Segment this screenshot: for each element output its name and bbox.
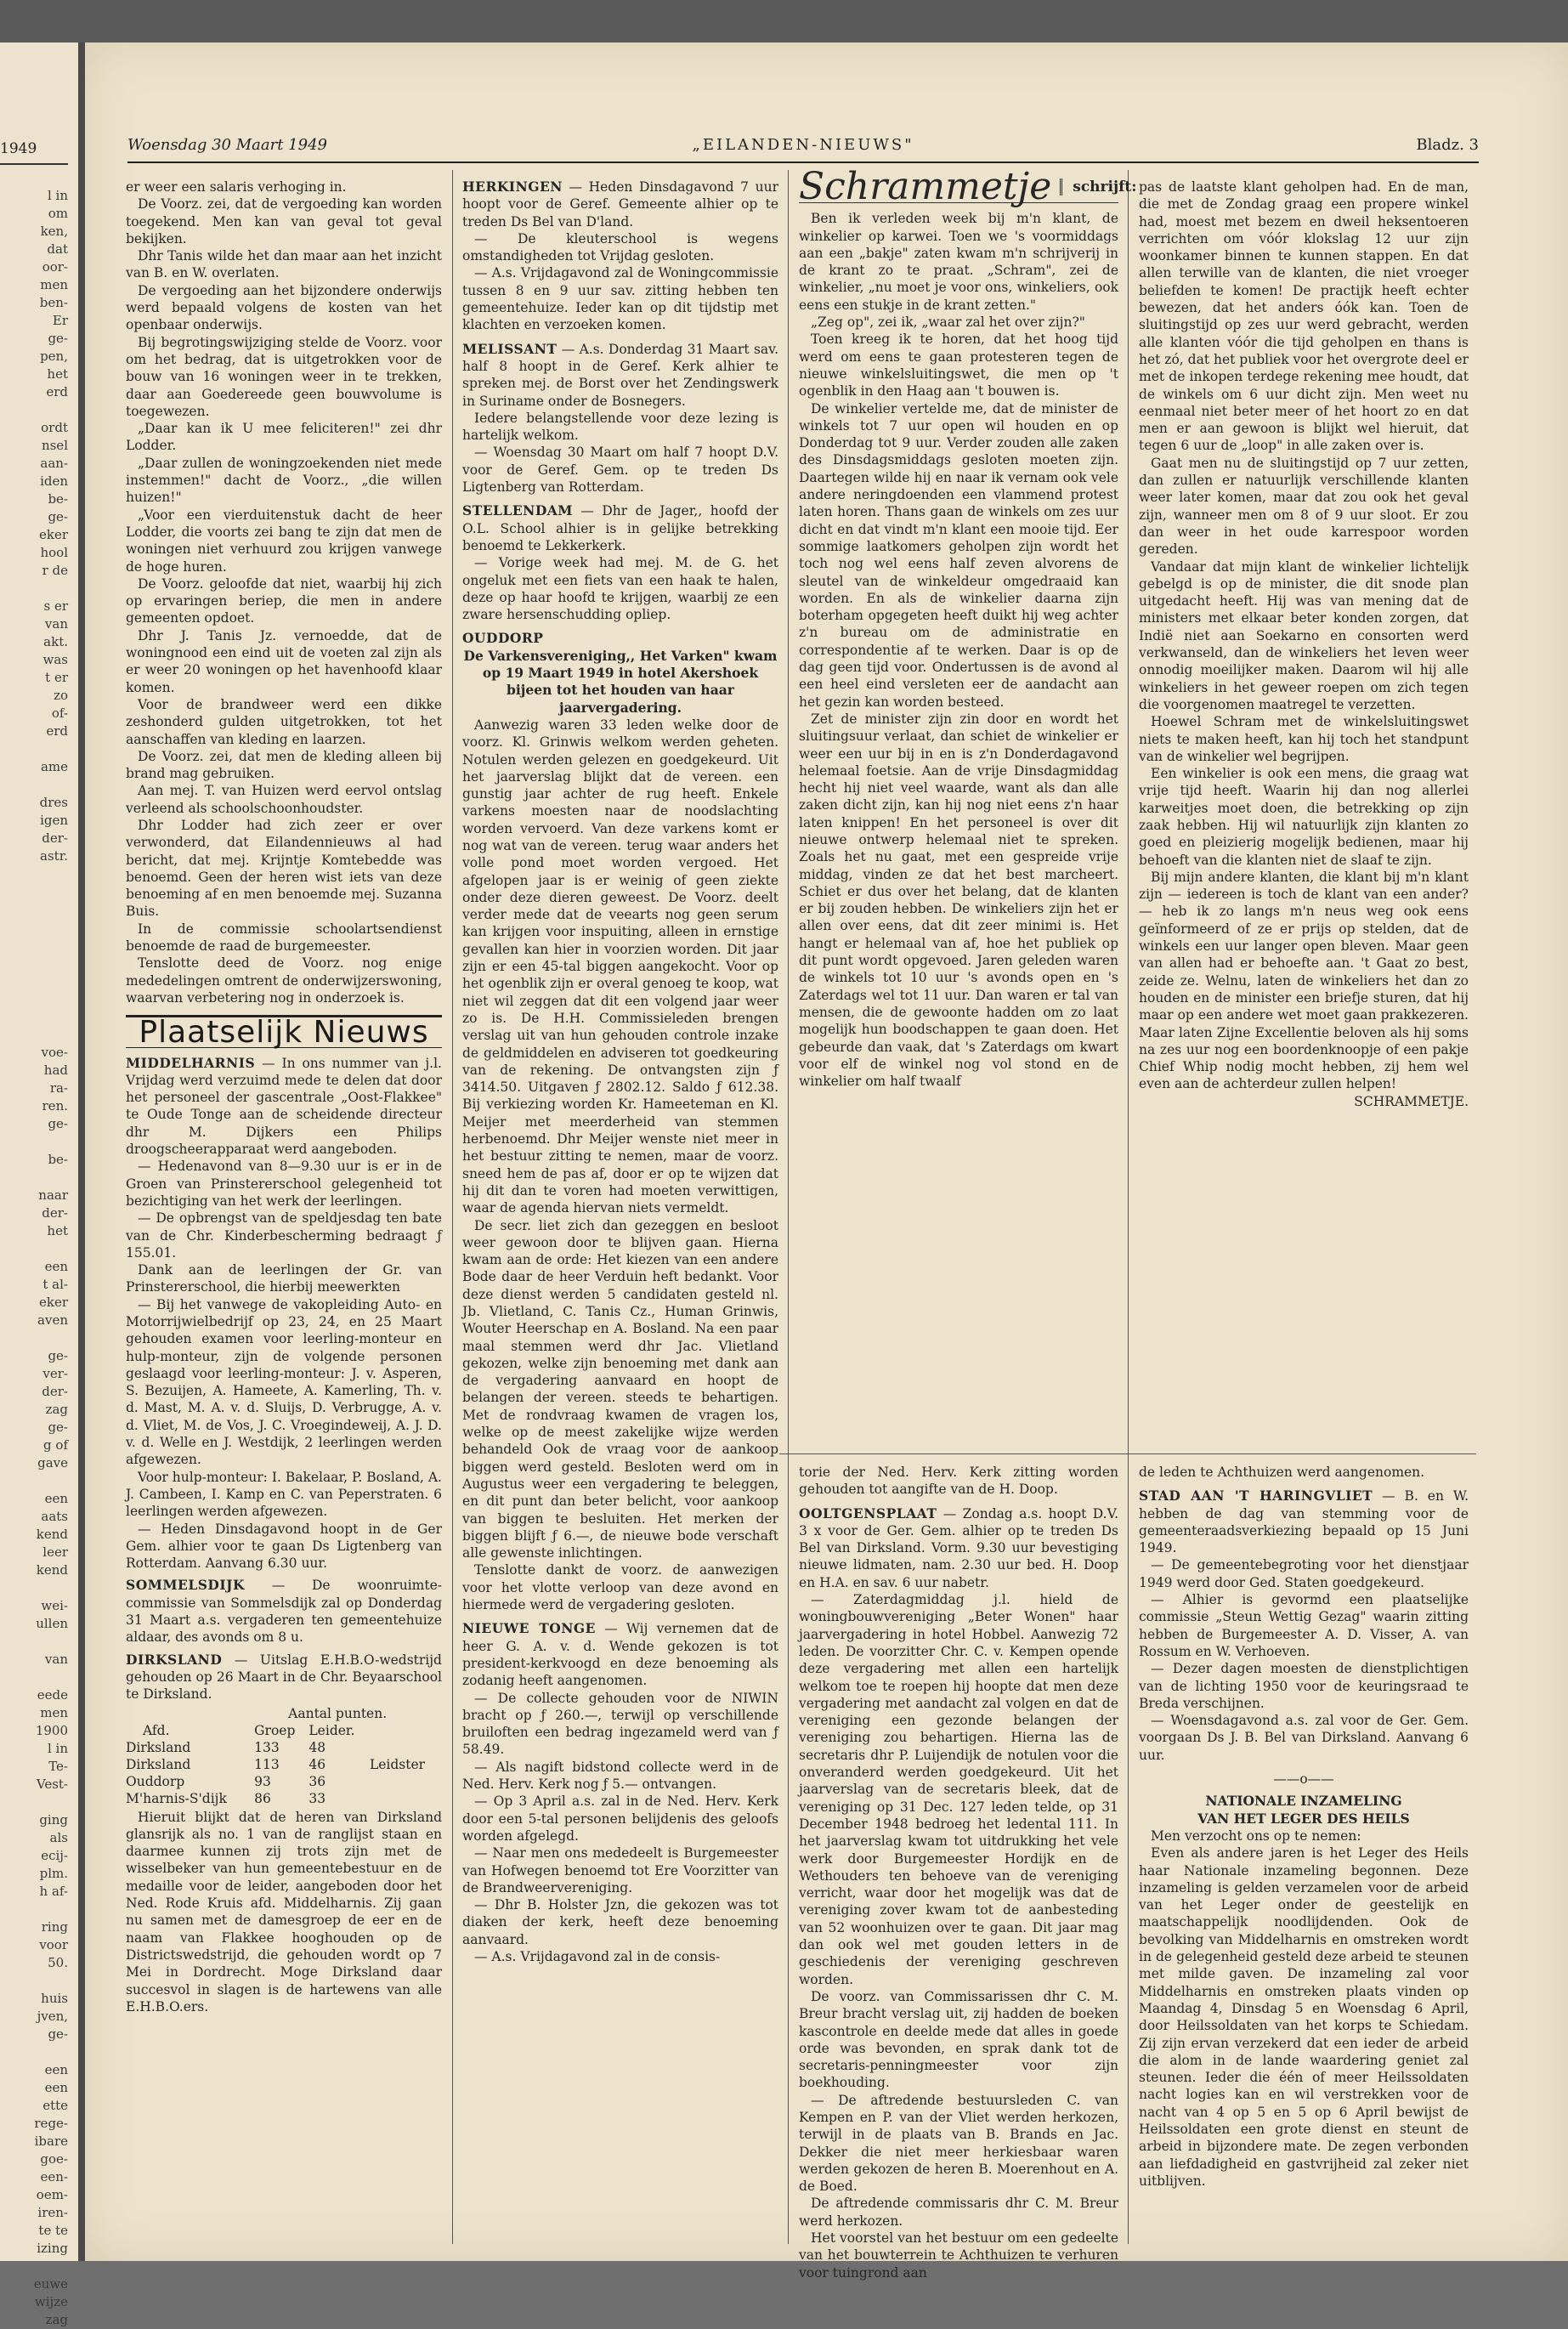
heading-melissant: MELISSANT [462,340,558,357]
heading-leger-des-heils: VAN HET LEGER DES HEILS [1197,1810,1410,1827]
table-cell [370,1739,442,1756]
paragraph: De Voorz. zei, dat de vergoeding kan worden toegekend. Men kan van geval tot geval bekijken. [126,196,442,246]
paragraph: — Zaterdagmiddag j.l. hield de woningbouwvereniging „Beter Wonen" haar jaarvergadering in hotel Hobbel. Aanwezig 72 leden. De voorzitter Chr. C. v. Kempen opende deze vergadering met allen een hartelijk welkom toe te roepen hij hoopte dat men deze vergadering met aandacht zal volgen en dat de vereniging een gezonde belangen der vereniging zou behartigen. Hierna las de secretaris dhr P. Luijendijk de notulen voor die onveranderd werden goedgekeurd. Uit het jaarverslag van de secretaris bleek, dat de vereniging op 31 Dec. 127 leden telde, op 31 December 1948 bedroeg het ledental 111. In het jaarverslag kwam tot uitdrukking het vele werk door Burgemeester Hordijk en de Wethouders ten behoeve van de vereniging verricht, waar door het mogelijk was dat de vereniging zover kwam tot de aanbesteding van 52 woonhuizen over te gaan. Dit jaar mag dan ook wel met gouden letters in de geschiedenis der vereniging geschreven worden. [799,1592,1118,1987]
paragraph: — Hedenavond van 8—9.30 uur is er in de Groen van Prinstererschool gelegenheid tot bezichtiging van het werk der leerlingen. [126,1159,442,1209]
schrammetje-title: Schrammetje [799,178,1062,196]
paragraph: — Als nagift bidstond collecte werd in de Ned. Herv. Kerk nog ƒ 5.— ontvangen. [462,1759,778,1793]
paragraph: Het voorstel van het bestuur om een gedeelte van het bouwterrein te Achthuizen te verhuren voor tuingrond aan [799,2230,1118,2281]
adjacent-page-strip [0,42,78,2327]
paragraph: — De opbrengst van de speldjesdag ten bate van de Chr. Kinderbescherming bedraagt ƒ 155.01. [126,1210,442,1261]
heading-sommelsdijk: SOMMELSDIJK [126,1577,245,1594]
paragraph: — Heden Dinsdagavond hoopt in de Ger Gem. alhier voor te gaan Ds Ligtenberg van Rotterdam. Aanvang 6.30 uur. [126,1521,442,1572]
table-header-groep: Groep [254,1722,296,1738]
paragraph: De aftredende commissaris dhr C. M. Breur werd herkozen. [799,2196,1118,2229]
paragraph: — A.s. Vrijdagavond zal in de consis- [474,1948,721,1964]
paragraph: — De kleuterschool is wegens omstandigheden tot Vrijdag gesloten. [462,230,778,264]
issue-date: Woensdag 30 Maart 1949 [127,136,327,154]
paragraph: — Op 3 April a.s. zal in de Ned. Herv. Kerk door een 5-tal personen belijdenis des geloofs worden afgelegd. [462,1794,778,1844]
paragraph: De secr. liet zich dan gezeggen en besloot weer gewoon door te blijven gaan. Hierna kwam aan de orde: Het kiezen van een andere Bode daar de heer Verduin heft bedankt. Voor deze dienst werden 5 candidaten gesteld nl. Jb. Vlietland, C. Tanis Cz., Human Grinwis, Wouter Heerschap en A. Bosland. Na een paar maal stemmen werd dhr Jac. Vlietland gekozen, welke zijn benoeming met dank aan de vergadering aanvaard en hoopt de belangen der vereen. steeds te behartigen. Met de rondvraag kwamen de vragen los, welke op de meest zakelijke wijze werden behandeld Ook de vraag voor de aankoop biggen werd gesteld. Besloten werd om in Augustus weer een vergadering te beleggen, en dit punt dan beter belicht, voor aankoop van biggen te besluiten. Het merken der biggen blijft ƒ 6.—, de nieuwe bode verschaft alle gewenste inlichtingen. [462,1217,778,1561]
paragraph: Bij mijn andere klanten, die klant bij m'n klant zijn — iedereen is toch de klant van een ander? — heb ik zo langs m'n neus weg ook eens geïnformeerd of ze er prijs op stelden, dat de winkels een uur langer open bleven. Maar geen van allen had er behoefte aan. 't Gaat zo best, zeide ze. Welnu, laten de winkeliers het dan zo houden en de minister een briefje sturen, dat hij maar op een andere wet moet gaan prakkezeren. Maar laten Zijne Excellentie beloven als hij soms na zes uur nog een boordenknoopje of een pakje Chief Whip nodig mocht hebben, zij hem wel even aan de achterdeur zullen helpen! [1139,869,1469,1092]
paragraph: In de commissie schoolartsendienst benoemde de raad de burgemeester. [126,921,442,955]
paragraph: Vandaar dat mijn klant de winkelier lichtelijk gebelgd is op de minister, die dit snode plan uitgedacht heeft. Hij was van mening dat de ministers met elkaar beter konden zorgen, dat Indië niet aan Soekarno en consorten werd verkwanseld, dan de winkeliers het leven weer onnodig moeilijker maken. Daarom wil hij alle winkeliers in het geweer roepen om zich tegen die voorgenomen maatregel te verzetten. [1139,558,1469,712]
heading-ooltgensplaat: OOLTGENSPLAAT [799,1504,937,1522]
paragraph: Aanwezig waren 33 leden welke door de voorz. Kl. Grinwis welkom werden geheten. Notulen werden gelezen en goedgekeurd. Uit het jaarverslag blijkt dat de vereen. een gunstig jaar achter de rug heeft. Enkele varkens moesten naar de noodslachting worden vervoerd. Van deze varkens komt er nog wat van de vereen. terug waar anders het volle pond moet worden vergoed. Het afgelopen jaar is er weinig of geen ziekte onder deze dieren geweest. De Voorz. deelt verder mede dat de veearts nog geen serum kan krijgen voor inspuiting, alleen in ernstige gevallen kan hier in voorzien worden. Dit jaar zijn er een 45-tal biggen aangekocht. Voor op het ogenblik zijn er overal genoeg te koop, wat niet wil zeggen dat dit een volgend jaar weer zo is. De H.H. Commissieleden brengen verslag uit van hun gehouden controle inzake de geldmiddelen en adviseren tot goedkeuring van de rekening. De ontvangsten zijn ƒ 3414.50. Uitgaven ƒ 2802.12. Saldo ƒ 612.38. Bij verkiezing worden Kr. Hameeteman en Kl. Meijer met meerderheid van stemmen herbenoemd. Dhr Meijer wenste niet meer in het bestuur zitting te nemen, maar de voorz. sneed hem de pas af, door er op te wijzen dat hij dit dan te voren had moeten verwittigen, waar de agenda hiervan niets vermeldt. [462,717,778,1216]
paragraph: De winkelier vertelde me, dat de minister de winkels tot 7 uur open wil houden en op Donderdag tot 9 uur. Verder zouden alle zaken des Dinsdagsmiddags gesloten moeten zijn. Daartegen wilde hij en naar ik vernam ook vele andere neringdoenden een vlammend protest laten horen. Thans gaan de winkels om zes uur dicht en dat vindt m'n klant een mooie tijd. Eer sommige laatkomers geholpen zijn wordt het toch nog wel eens half zeven alvorens de sleutel van de winkeldeur omgedraaid kan worden. En als de winkelier daarna zijn boterham opgegeten heeft duikt hij weg achter z'n bureau om de administratie en correspondentie af te werken. Daar is op de dag geen tijd voor. Ondertussen is de avond al een heel eind versleten eer de aandacht aan het gezin kan worden besteed. [799,400,1118,710]
adjacent-page-fragments: l in om ken, dat oor- men ben- Er ge- pen, het erd ordt nsel aan- iden be- ge- eker hool r de s er van akt. was t er zo of- erd ame dres igen der- astr. voe- had ra- ren. ge- be- naar der- het een t al- eker aven ge- ver- der- zag ge- g of gave een aats kend leer kend wei- ullen van eede men 1900 l in Te- Vest- ging als ecij- plm. h af- ring voor 50. huis jven, ge- een een ette rege- ibare goe- een- oem- iren- te te izing euwe wijze zag [33,188,68,2327]
paragraph: Gaat men nu de sluitingstijd op 7 uur zetten, dan zullen er natuurlijk verschillende klanten weer later komen, maar dat zou ook het geval zijn, wanneer men om 8 of 9 uur sloot. Er zou dan weer in het oude karrespoor worden gereden. [1139,455,1469,558]
page-number: Bladz. 3 [1416,136,1479,154]
column-3-schrammetje [799,165,1137,1090]
table-header-leider: Leider. [309,1722,355,1738]
table-cell: Dirksland [126,1756,191,1772]
table-row [126,1739,442,1756]
paragraph: — Bij het vanwege de vakopleiding Auto- en Motorrijwielbedrijf op 23, 24, en 25 Maart gehouden examen voor leerling-monteur en hulp-monteur, zijn de volgende personen geslaagd voor leerling-monteur: J. v. Asperen, S. Bezuijen, A. Hameete, A. Kamerling, Th. v. d. Mast, M. A. v. d. Sluijs, D. Verbrugge, A. v. d. Vliet, M. de Vos, J. C. Vroegindeweij, A. J. D. v. d. Welle en J. Westdijk, 2 leerlingen werden afgewezen. [126,1296,442,1468]
paragraph: Hoewel Schram met de winkelsluitingswet niets te maken heeft, kan hij toch het standpunt van de winkelier wel begrijpen. [1139,714,1469,764]
column-4-schrammetje [1139,178,1469,1110]
section-title-plaatselijk-nieuws: Plaatselijk Nieuws [126,1015,442,1047]
paragraph: — In ons nummer van j.l. Vrijdag werd verzuimd mede te delen dat door het personeel der gascentrale „Oost-Flakkee" te Oude Tonge aan de scheidende directeur dhr M. Dijkers een Philips droogscheerapparaat werd aangeboden. [126,1055,442,1158]
paragraph: Iedere belangstellende voor deze lezing is hartelijk welkom. [462,410,778,444]
separator: ——o—— [1273,1771,1334,1788]
paragraph: — Woensdag 30 Maart om half 7 hoopt D.V. voor de Geref. Gem. op te treden Ds Ligtenberg van Rotterdam. [462,445,778,496]
paragraph: — Dezer dagen moesten de dienstplichtigen van de lichting 1950 voor de keuringsraad te Breda verschijnen. [1139,1661,1469,1711]
paragraph: Ben ik verleden week bij m'n klant, de winkelier op karwei. Toen we 's voormiddags aan een „bakje" zaten kwam m'n schrijverij in de krant zo te praat. „Schram", zei de winkelier, „nu moet je voor ons, winkeliers, ook eens een stukje in de krant zetten." [799,211,1118,313]
table-row [126,1756,442,1773]
header-rule [127,162,1479,163]
paragraph: „Daar zullen de woningzoekenden niet mede instemmen!" dacht de Voorz., „die willen huizen!" [126,455,442,506]
paragraph: Dank aan de leerlingen der Gr. van Prinstererschool, die hierbij meewerkten [126,1262,442,1295]
paragraph: Voor de brandweer werd een dikke zeshonderd gulden uitgetrokken, tot het aanschaffen van kleding en laarzen. [126,696,442,747]
paper-title: „EILANDEN-NIEUWS" [692,136,914,154]
table-cell: Leidster [369,1756,426,1772]
paragraph: — Uitslag E.H.B.O-wedstrijd gehouden op 26 Maart in de Chr. Beyaarschool te Dirksland. [126,1652,442,1703]
column-2 [462,178,778,1965]
paragraph: — Dhr B. Holster Jzn, die gekozen was tot diaken der kerk, heeft deze benoeming aanvaard. [462,1897,778,1947]
paragraph: — De woonruimte-commissie van Sommelsdijk zal op Donderdag 31 Maart a.s. vergaderen ten gemeentehuize aldaar, des avonds om 8 u. [126,1578,442,1646]
column-1 [126,178,442,2015]
column-rule [788,170,789,2244]
page-gutter [78,42,85,2261]
table-header-afd: Afd. [143,1722,170,1738]
heading-stad-aan-t-haringvliet: STAD AAN 'T HARINGVLIET [1139,1488,1373,1504]
schrammetje-signature: SCHRAMMETJE. [1354,1093,1469,1109]
table-cell: M'harnis-S'dijk [126,1790,227,1806]
paragraph: Dhr Tanis wilde het dan maar aan het inzicht van B. en W. overlaten. [126,248,442,281]
table-cell: 48 [309,1739,326,1755]
paragraph: Even als andere jaren is het Leger des Heils haar Nationale inzameling begonnen. Deze inzameling is gelden verzamelen voor de arbeid van het Leger onder de geestelijk en maatschappelijk noodlijdenden. Ook de bevolking van Middelharnis en omstreken wordt in de gelegenheid gesteld deze arbeid te steunen met milde gaven. De inzameling zal voor Middelharnis en omstreken plaats vinden op Maandag 4, Dinsdag 5 en Woensdag 6 April, door Heilssoldaten van het korps te Schiedam. Zij zijn ervan verzekerd dat een ieder de arbeid die alom in de lande waardering geniet zal steunen. Ieder die één of meer Heilssoldaten nacht logies kan en wil verstrekken voor de nacht van 4 op 5 en 5 op 6 April bewijst de Heilssoldaten een grote dienst en steunt de arbeid in bijzondere mate. De zegen verbonden aan liefdadigheid en gastvrijheid zal zeker niet uitblijven. [1139,1845,1469,2189]
page-header [127,136,1479,163]
paragraph: Men verzocht ons op te nemen: [1151,1828,1361,1844]
paragraph: Een winkelier is ook een mens, die graag wat vrije tijd heeft. Waarin hij dan nog allerlei karweitjes moet doen, die betrekking op zijn zaak hebben. Hij wil natuurlijk zijn klanten zo goed en pleizierig mogelijk bedienen, maar hij behoeft van die klanten niet de slaaf te zijn. [1139,766,1469,868]
paragraph: Dhr J. Tanis Jz. vernoedde, dat de woningnood een eind uit de voeten zal zijn als er weer 20 woningen op het havenhoofd klaar komen. [126,627,442,695]
heading-dirksland: DIRKSLAND [126,1651,223,1668]
paragraph: „Zeg op", zei ik, „waar zal het over zijn?" [811,314,1085,331]
paragraph: — Vorige week had mej. M. de G. het ongeluk met een fiets van een haak te halen, deze op haar hoofd te krijgen, waarbij ze een zware hersenschudding opliep. [462,555,778,623]
paragraph: — Naar men ons mededeelt is Burgemeester van Hofwegen benoemd tot Ere Voorzitter van de Brandweervereniging. [462,1845,778,1896]
table-cell: 36 [309,1773,326,1789]
column-4-lower [1139,1464,1469,2190]
heading-nieuwe-tonge: NIEUWE TONGE [462,1620,596,1637]
paragraph: Aan mej. T. van Huizen werd eervol ontslag verleend als schoolschoonhoudster. [126,783,442,816]
paragraph: — Heden Dinsdagavond 7 uur hoopt voor de Geref. Gemeente alhier op te treden Ds Bel van D'land. [462,179,778,230]
paragraph: Bij begrotingswijziging stelde de Voorz. voor om het bedrag, dat is uitgetrokken voor de bouw van 16 woningen weer in te trekken, daar aan Goedereede geen bouwvolume is toegewezen. [126,334,442,419]
table-cell [370,1790,442,1807]
schrammetje-masthead [799,165,1137,208]
paragraph: De Voorz. zei, dat men de kleding alleen bij brand mag gebruiken. [126,748,442,782]
paragraph: pas de laatste klant geholpen had. En de man, die met de Zondag graag een propere winkel had, moest met bezem en dweil heksentoeren verrichten om vóór klokslag 12 uur zijn woonkamer binnen te kunnen stappen. En dat allen terwille van de klanten, die niet vroeger beliefden te komen! De practijk heeft echter bewezen, dat het anders óók kan. Toen de sluitingstijd op zes uur werd gebracht, werden alle klanten vóór die tijd geholpen en thans is het zó, dat het publiek voor het overgrote deel er met de inkopen terdege rekening mee houdt, dat de winkels om 6 uur dicht zijn. Men weet nu eenmaal niet beter meer of het hoort zo en dat men er aan gewoon is blijkt wel hieruit, dat tegen 6 uur de „loop" in alle zaken over is. [1139,179,1469,454]
table-cell: 93 [254,1773,271,1789]
table-cell [370,1773,442,1790]
paragraph: de leden te Achthuizen werd aangenomen. [1139,1465,1425,1480]
paragraph: Voor hulp-monteur: I. Bakelaar, P. Bosland, A. J. Cambeen, I. Kamp en C. van Peperstraten. 6 leerlingen werden afgewezen. [126,1469,442,1520]
column-rule [1128,170,1129,2244]
paragraph: Tenslotte deed de Voorz. nog enige mededelingen omtrent de onderwijzerswoning, waarvan verbetering nog in onderzoek is. [126,955,442,1006]
ouddorp-lead: De Varkensvereniging,, Het Varken" kwam op 19 Maart 1949 in hotel Akershoek bijeen tot het houden van haar jaarvergadering. [463,647,778,716]
paragraph: „Voor een vierduitenstuk dacht de heer Lodder, die voorts zei bang te zijn dat men de woningen niet verhuurd zou krijgen vanwege de hoge huren. [126,507,442,575]
heading-nationale-inzameling: NATIONALE INZAMELING [1205,1793,1402,1810]
column-3-lower [799,1464,1118,2281]
paragraph: — Zondag a.s. hoopt D.V. 3 x voor de Ger. Gem. alhier op te treden Ds Bel van Dirksland. Vorm. 9.30 uur bevestiging nieuwe lidmaten, nam. 2.30 uur bed. H. Doop en H.A. en sav. 6 uur nabetr. [799,1505,1118,1590]
paragraph: Zet de minister zijn zin door en wordt het sluitingsuur verlaat, dan schiet de winkelier er weer een uur bij in en is z'n Donderdagavond helemaal foetsie. Aan de vrije Dinsdagmiddag hecht hij niet veel waarde, want als dan alle zaken dicht zijn, kan hij nog niet eens z'n haar laten knippen! En het personeel is over dit nieuwe ontwerp helemaal niet te spreken. Zoals het nu gaat, met een gespreide vrije middag, vinden ze dat het best marcheert. Schiet er dus over het belang, dat de klanten er bij zouden hebben. De winkeliers zijn het er allen over eens, dat dit zeer minimi is. Het hangt er helemaal van af, hoe het publiek op dit punt wordt opgevoed. Jaren geleden waren de winkels tot 10 uur 's avonds open en 's Zaterdags wel tot 11 uur. Dan waren er tal van mensen, die de gewoonte hadden om zo laat mogelijk hun boodschappen te gaan doen. Het gebeurde dan vaak, dat 's Zaterdags om kwart voor elf de winkel nog vol stond en de winkelier om half twaalf [799,711,1118,1090]
column-rule [452,170,453,2244]
paragraph: — Woensdagavond a.s. zal voor de Ger. Gem. voorgaan Ds J. B. Bel van Dirksland. Aanvang 6 uur. [1139,1713,1469,1763]
scan-border-top [0,0,1568,42]
table-cell: 113 [254,1756,280,1772]
paragraph: — Wij vernemen dat de heer G. A. v. d. Wende gekozen is tot president-kerkvoogd en deze benoeming als zodanig heeft aangenomen. [462,1621,778,1689]
table-header-points: Aantal punten. [288,1705,388,1721]
table-row [126,1790,442,1807]
paragraph: Hieruit blijkt dat de heren van Dirksland glansrijk als no. 1 van de ranglijst staan en daarmee kunnen zij trots zijn met de wisselbeker van hun gemeentebestuur en de medaille voor de leider, aangeboden door het Ned. Rode Kruis afd. Middelharnis. Zij gaan nu samen met de damesgroep de eer en de naam van Flakkee hooghouden op de Districtswedstrijd, die gehouden wordt op 7 Mei in Dordrecht. Moge Dirksland daar succesvol in slagen is de hartewens van alle E.H.B.O.ers. [126,1809,442,2014]
paragraph: De vergoeding aan het bijzondere onderwijs werd bepaald volgens de kosten van het openbaar onderwijs. [126,282,442,333]
paragraph: Tenslotte dankt de voorz. de aanwezigen voor het vlotte verloop van deze avond en hiermede werd de vergadering gesloten. [462,1562,778,1613]
table-row [126,1773,442,1790]
schrammetje-subtitle: schrijft: [1073,178,1137,196]
table-cell: Ouddorp [126,1773,185,1789]
heading-ouddorp: OUDDORP [462,630,544,647]
paragraph: — Alhier is gevormd een plaatselijke commissie „Steun Wettig Gezag" waarin zitting hebben de Burgemeester A. D. Visser, A. van Rossum en W. Verhoeven. [1139,1592,1469,1659]
paragraph: — Dhr de Jager,, hoofd der O.L. School alhier is in gelijke betrekking benoemd te Lekkerkerk. [462,503,778,553]
paragraph: — A.s. Donderdag 31 Maart sav. half 8 hoopt in de Geref. Kerk alhier te spreken mej. de Borst over het Zendingswerk in Suriname onder de Bosnegers. [462,341,778,409]
paragraph: torie der Ned. Herv. Kerk zitting worden gehouden tot aangifte van de H. Doop. [799,1465,1118,1498]
ehbo-results-table [126,1705,442,1807]
table-cell: 33 [309,1790,326,1806]
paragraph: De voorz. van Commissarissen dhr C. M. Breur bracht verslag uit, zij hadden de boeken kascontrole en deelde mede dat alles in goede orde was bevonden, en sprak dank tot de secretaris-penningmeester voor zijn boekhouding. [799,1988,1118,2091]
adjacent-page-year: 1949 [0,140,37,157]
newspaper-page [85,42,1568,2281]
paragraph: — B. en W. hebben de dag van stemming voor de gemeenteraadsverkiezing bepaald op 15 Juni 1949. [1139,1488,1469,1556]
paragraph: — De collecte gehouden voor de NIWIN bracht op ƒ 260.—, terwijl op verschillende bruiloften een bedrag ingezameld werd van ƒ 58.49. [462,1690,778,1758]
paragraph: „Daar kan ik U mee feliciteren!" zei dhr Lodder. [126,421,442,454]
paragraph: er weer een salaris verhoging in. [126,179,347,195]
paragraph: — De gemeentebegroting voor het dienstjaar 1949 werd door Ged. Staten goedgekeurd. [1139,1557,1469,1590]
paragraph: Dhr Lodder had zich zeer er over verwonderd, dat Eilandennieuws al had bericht, dat mej. Krijntje Komtebedde was benoemd. Geen der heren wist iets van deze benoeming af en men benoemde mej. Suzanna Buis. [126,817,442,920]
paragraph: De Voorz. geloofde dat niet, waarbij hij zich op ervaringen beriep, die men in andere gemeenten opdoet. [126,575,442,626]
adjacent-page-rule [0,163,68,165]
table-cell: 46 [309,1756,326,1772]
table-cell: Dirksland [126,1739,191,1755]
table-cell: 133 [254,1739,280,1755]
paragraph: — A.s. Vrijdagavond zal de Woningcommissie tussen 8 en 9 uur sav. zitting hebben ten gemeentehuize. Ieder kan op dit tijdstip met klachten en verzoeken komen. [462,265,778,333]
heading-middelharnis: MIDDELHARNIS [126,1054,256,1071]
table-cell: 86 [254,1790,271,1806]
heading-herkingen: HERKINGEN [462,178,563,195]
paragraph: — De aftredende bestuursleden C. van Kempen en P. van der Vliet werden herkozen, terwijl in de plaats van B. Brands en Jac. Dekker die niet meer herkiesbaar waren werden gekozen de heren B. Moerenhout en A. de Boed. [799,2092,1118,2195]
paragraph: Toen kreeg ik te horen, dat het hoog tijd werd om eens te gaan protesteren tegen de nieuwe winkelsluitingswet, die men op 't ogenblik in den Haag aan 't bouwen is. [799,332,1118,400]
heading-stellendam: STELLENDAM [462,502,573,519]
